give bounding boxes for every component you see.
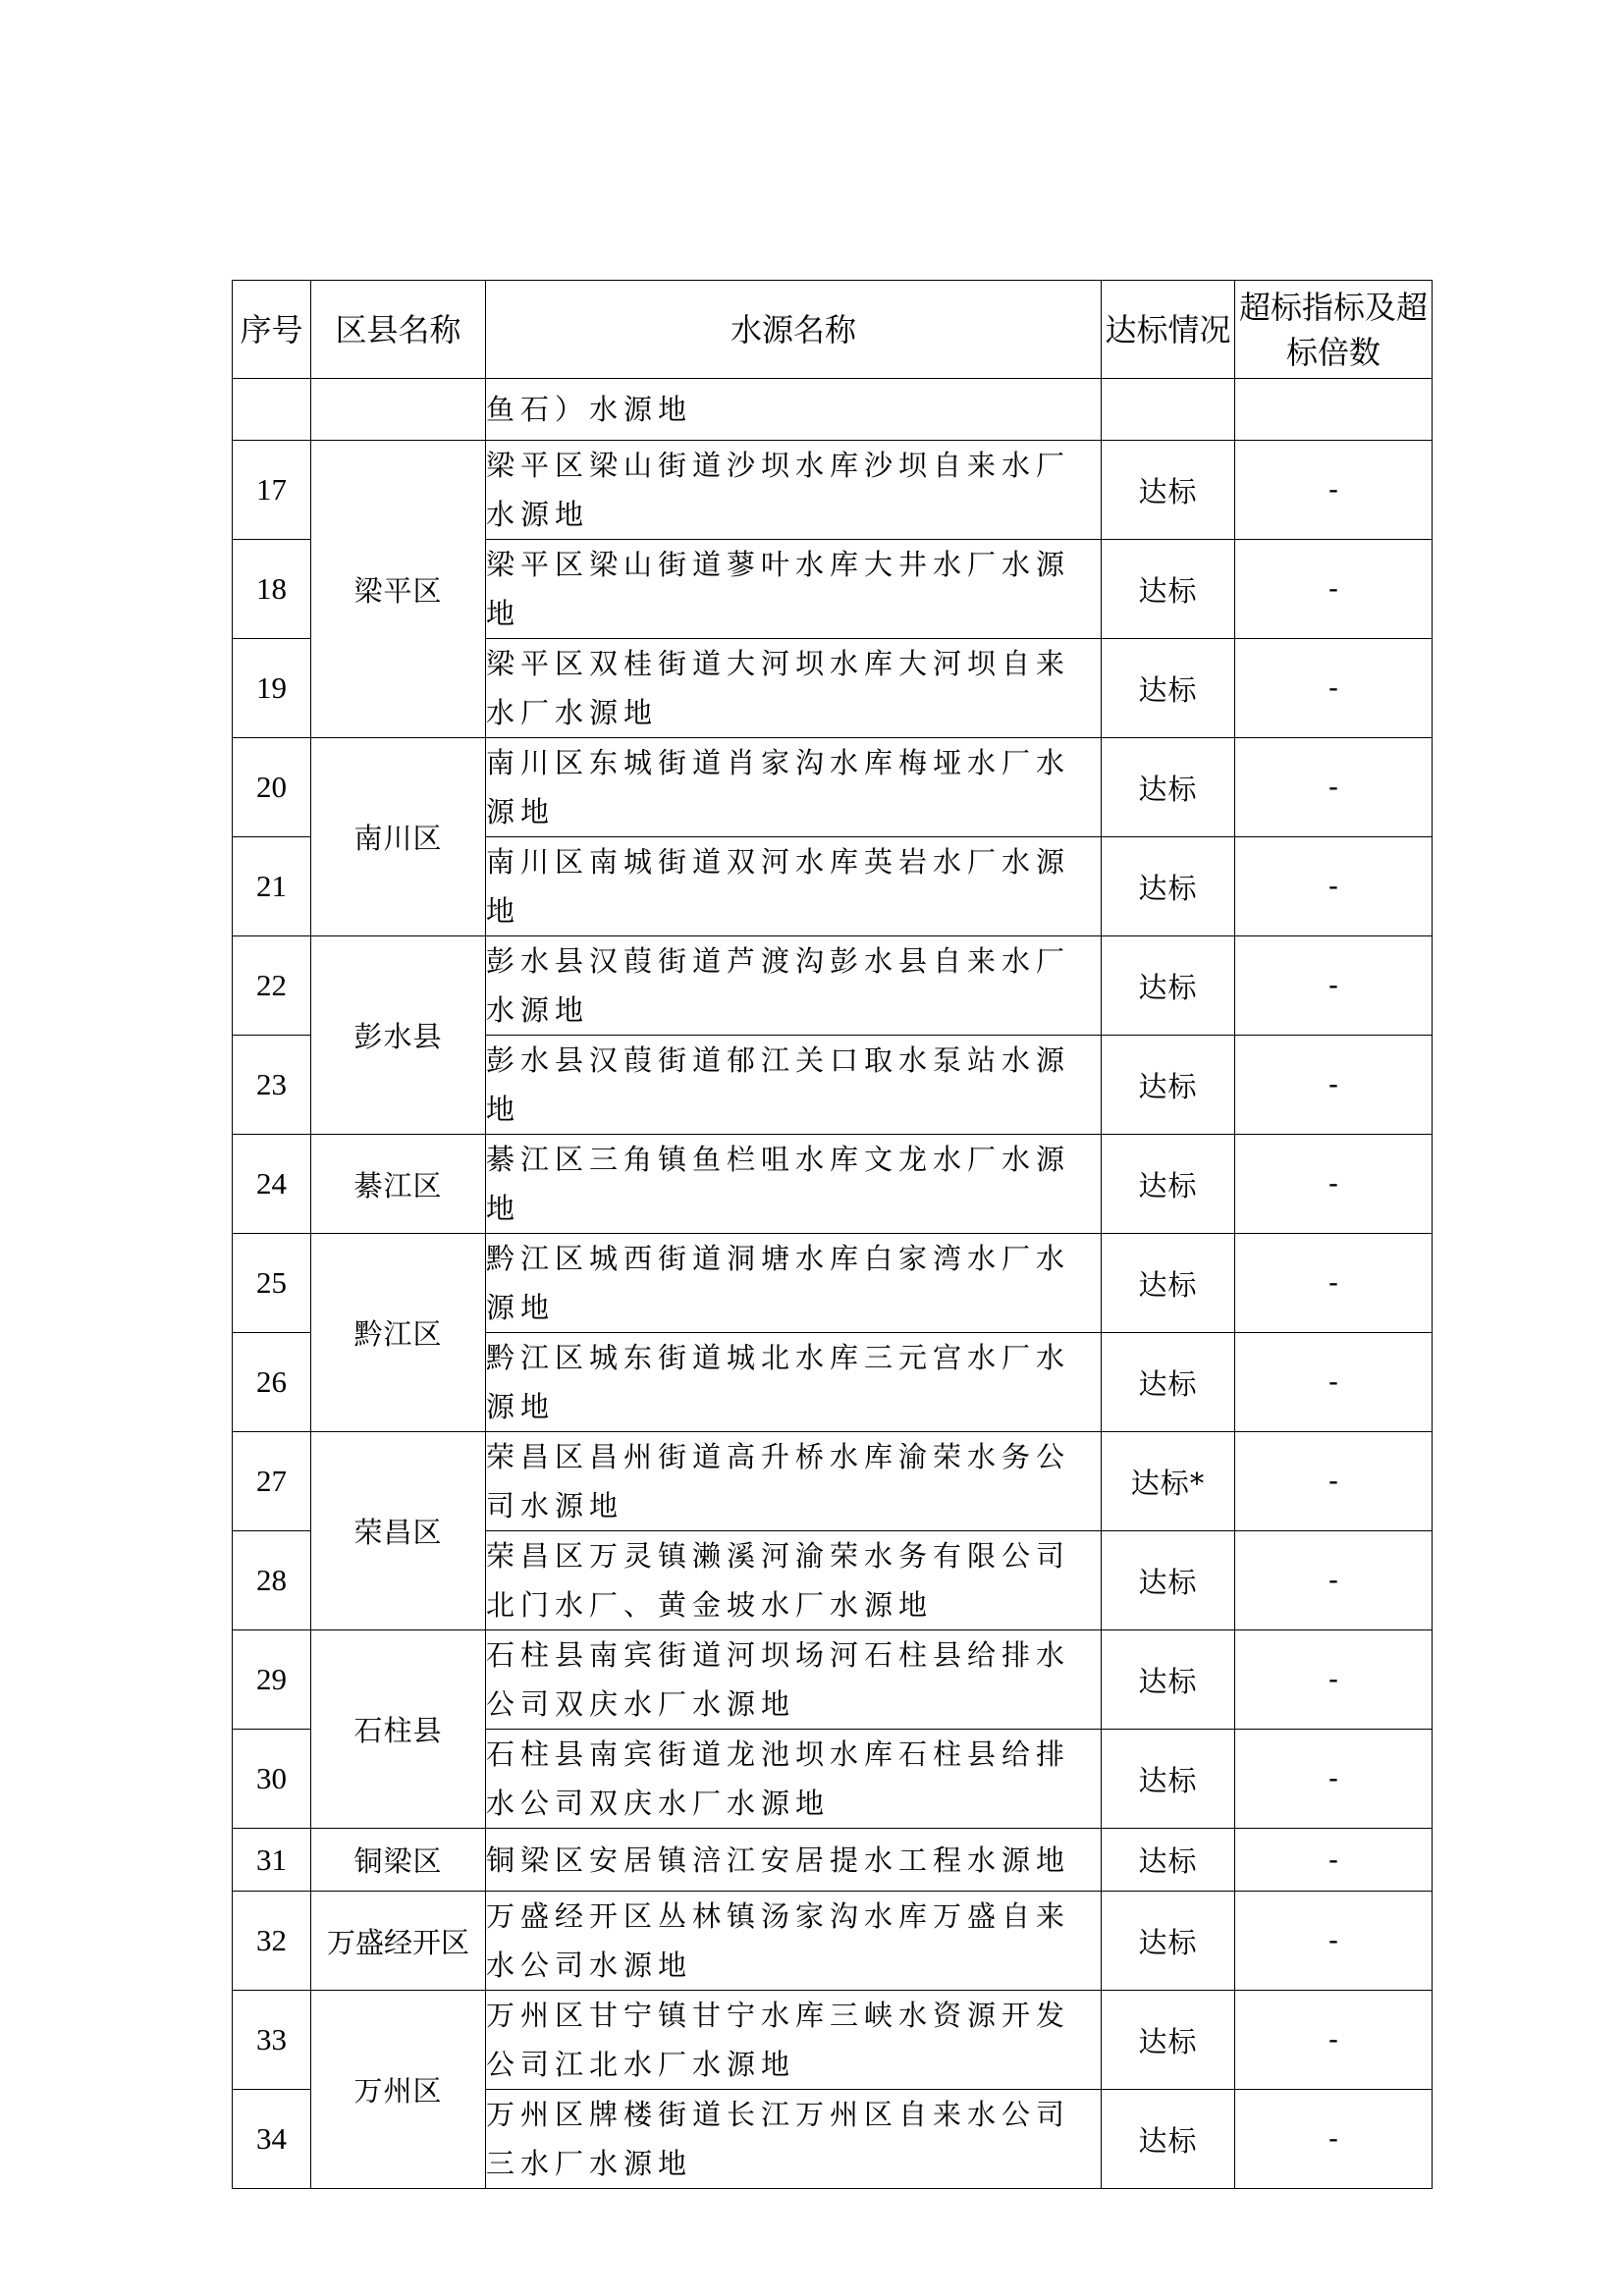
cell-exceed: -: [1235, 1630, 1433, 1730]
cell-status: 达标: [1102, 1630, 1235, 1730]
cell-status: 达标: [1102, 1036, 1235, 1135]
cell-no: 22: [233, 936, 311, 1036]
cell-status: 达标: [1102, 540, 1235, 639]
cell-status: 达标: [1102, 1991, 1235, 2090]
cell-status: 达标: [1102, 1531, 1235, 1630]
cell-status: 达标: [1102, 2090, 1235, 2189]
cell-district: [311, 379, 486, 441]
table-row: [233, 1829, 1433, 1892]
cell-status: 达标: [1102, 1333, 1235, 1432]
cell-status: 达标: [1102, 1135, 1235, 1234]
cell-status: 达标: [1102, 837, 1235, 936]
table-row: [233, 1135, 1433, 1234]
table-row: [233, 1892, 1433, 1991]
cell-district: 綦江区: [311, 1135, 486, 1234]
cell-source: 黔江区城西街道洞塘水库白家湾水厂水源地: [486, 1234, 1102, 1333]
cell-source: 石柱县南宾街道河坝场河石柱县给排水公司双庆水厂水源地: [486, 1630, 1102, 1730]
cell-source: 万盛经开区丛林镇汤家沟水库万盛自来水公司水源地: [486, 1892, 1102, 1991]
cell-source: 荣昌区万灵镇濑溪河渝荣水务有限公司北门水厂、黄金坡水厂水源地: [486, 1531, 1102, 1630]
cell-no: 28: [233, 1531, 311, 1630]
cell-no: 32: [233, 1892, 311, 1991]
cell-no: 31: [233, 1829, 311, 1892]
cell-source: 綦江区三角镇鱼栏咀水库文龙水厂水源地: [486, 1135, 1102, 1234]
cell-status: [1102, 379, 1235, 441]
cell-status: 达标: [1102, 1730, 1235, 1829]
header-row: [233, 281, 1433, 379]
cell-status: 达标: [1102, 936, 1235, 1036]
cell-district: 石柱县: [311, 1630, 486, 1829]
cell-no: 21: [233, 837, 311, 936]
cell-source: 黔江区城东街道城北水库三元宫水厂水源地: [486, 1333, 1102, 1432]
cell-exceed: -: [1235, 2090, 1433, 2189]
cell-status: 达标: [1102, 1829, 1235, 1892]
cell-exceed: -: [1235, 441, 1433, 540]
cell-exceed: -: [1235, 1036, 1433, 1135]
cell-no: 18: [233, 540, 311, 639]
cell-status: 达标: [1102, 441, 1235, 540]
cell-exceed: -: [1235, 837, 1433, 936]
table-row: [233, 1991, 1433, 2090]
cell-no: 34: [233, 2090, 311, 2189]
cell-exceed: -: [1235, 540, 1433, 639]
cell-exceed: [1235, 379, 1433, 441]
cell-status: 达标*: [1102, 1432, 1235, 1531]
water-source-table: [232, 280, 1433, 2189]
cell-no: 19: [233, 639, 311, 738]
table-row: [233, 1234, 1433, 1333]
cell-status: 达标: [1102, 1892, 1235, 1991]
cell-status: 达标: [1102, 639, 1235, 738]
cell-no: 24: [233, 1135, 311, 1234]
cell-exceed: -: [1235, 1333, 1433, 1432]
cell-exceed: -: [1235, 639, 1433, 738]
cell-status: 达标: [1102, 738, 1235, 837]
cell-exceed: -: [1235, 1135, 1433, 1234]
cell-source: 彭水县汉葭街道芦渡沟彭水县自来水厂水源地: [486, 936, 1102, 1036]
cell-exceed: -: [1235, 1991, 1433, 2090]
table-row: [233, 441, 1433, 540]
cell-exceed: -: [1235, 1531, 1433, 1630]
cell-source: 石柱县南宾街道龙池坝水库石柱县给排水公司双庆水厂水源地: [486, 1730, 1102, 1829]
table-row: [233, 936, 1433, 1036]
cell-source: 鱼石）水源地: [486, 379, 1102, 441]
cell-no: [233, 379, 311, 441]
header-exceed: 超标指标及超标倍数: [1235, 281, 1433, 379]
cell-exceed: -: [1235, 1892, 1433, 1991]
cell-no: 27: [233, 1432, 311, 1531]
cell-no: 17: [233, 441, 311, 540]
header-source: 水源名称: [486, 281, 1102, 379]
cell-status: 达标: [1102, 1234, 1235, 1333]
header-no: 序号: [233, 281, 311, 379]
cell-source: 南川区东城街道肖家沟水库梅垭水厂水源地: [486, 738, 1102, 837]
table-row: [233, 1432, 1433, 1531]
continuation-row: [233, 379, 1433, 441]
cell-no: 20: [233, 738, 311, 837]
cell-no: 26: [233, 1333, 311, 1432]
cell-district: 黔江区: [311, 1234, 486, 1432]
cell-source: 梁平区双桂街道大河坝水库大河坝自来水厂水源地: [486, 639, 1102, 738]
cell-district: 万州区: [311, 1991, 486, 2189]
cell-no: 23: [233, 1036, 311, 1135]
cell-no: 30: [233, 1730, 311, 1829]
cell-source: 万州区牌楼街道长江万州区自来水公司三水厂水源地: [486, 2090, 1102, 2189]
cell-district: 彭水县: [311, 936, 486, 1135]
cell-exceed: -: [1235, 738, 1433, 837]
cell-exceed: -: [1235, 1829, 1433, 1892]
cell-exceed: -: [1235, 936, 1433, 1036]
cell-no: 29: [233, 1630, 311, 1730]
cell-exceed: -: [1235, 1432, 1433, 1531]
cell-source: 梁平区梁山街道蓼叶水库大井水厂水源地: [486, 540, 1102, 639]
cell-source: 荣昌区昌州街道高升桥水库渝荣水务公司水源地: [486, 1432, 1102, 1531]
cell-district: 南川区: [311, 738, 486, 936]
cell-exceed: -: [1235, 1730, 1433, 1829]
cell-district: 万盛经开区: [311, 1892, 486, 1991]
cell-source: 万州区甘宁镇甘宁水库三峡水资源开发公司江北水厂水源地: [486, 1991, 1102, 2090]
cell-source: 南川区南城街道双河水库英岩水厂水源地: [486, 837, 1102, 936]
cell-exceed: -: [1235, 1234, 1433, 1333]
header-status: 达标情况: [1102, 281, 1235, 379]
cell-source: 梁平区梁山街道沙坝水库沙坝自来水厂水源地: [486, 441, 1102, 540]
cell-no: 25: [233, 1234, 311, 1333]
cell-district: 铜梁区: [311, 1829, 486, 1892]
cell-source: 铜梁区安居镇涪江安居提水工程水源地: [486, 1829, 1102, 1892]
cell-district: 荣昌区: [311, 1432, 486, 1630]
cell-no: 33: [233, 1991, 311, 2090]
cell-source: 彭水县汉葭街道郁江关口取水泵站水源地: [486, 1036, 1102, 1135]
table-row: [233, 1630, 1433, 1730]
table-row: [233, 738, 1433, 837]
header-district: 区县名称: [311, 281, 486, 379]
cell-district: 梁平区: [311, 441, 486, 738]
